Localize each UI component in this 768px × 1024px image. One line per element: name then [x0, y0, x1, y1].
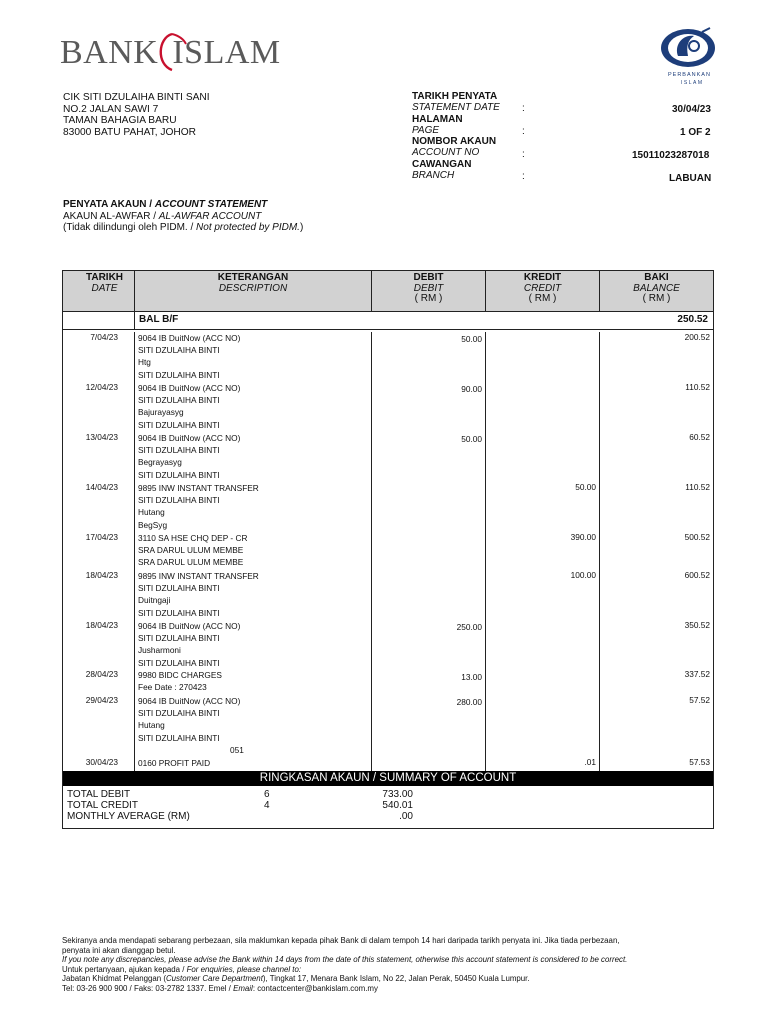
customer-address	[63, 92, 210, 138]
desc-line: 0160 PROFIT PAID	[138, 758, 211, 768]
column-divider	[134, 271, 135, 329]
desc-line: Bajurayasyg	[138, 407, 184, 418]
header-description	[135, 273, 371, 294]
footer-enquiry-ms: Untuk pertanyaan, ajukan kepada /	[62, 964, 187, 974]
page-label: PAGE	[412, 124, 440, 136]
address-line: TAMAN BAHAGIA BARU	[63, 115, 177, 126]
total-debit-value: 733.00	[382, 789, 413, 800]
account-no-value: 15011023287018	[632, 150, 710, 161]
total-debit-count: 6	[264, 789, 270, 800]
column-divider	[599, 271, 600, 311]
header-balance	[600, 273, 713, 305]
row-balance: 57.52	[689, 695, 710, 705]
desc-line: SITI DZULAIHA BINTI	[138, 708, 220, 719]
column-divider	[485, 271, 486, 311]
statement-date-label: STATEMENT DATE	[412, 102, 500, 114]
row-debit: 280.00	[456, 697, 482, 707]
perbankan-islam-emblem-icon	[658, 26, 718, 72]
pidm-note-en: Not protected by PIDM.	[196, 222, 300, 233]
summary-bar: RINGKASAN AKAUN / SUMMARY OF ACCOUNT	[63, 771, 713, 786]
row-date: 30/04/23	[85, 757, 118, 767]
row-date: 18/04/23	[85, 570, 118, 580]
branch-label: BRANCH	[412, 170, 455, 182]
row-date: 14/04/23	[85, 482, 118, 492]
header-debit-en: DEBIT	[413, 282, 444, 294]
total-debit-label: TOTAL DEBIT	[67, 789, 131, 800]
desc-line: SITI DZULAIHA BINTI	[138, 445, 220, 456]
page-title: HALAMAN	[412, 113, 463, 125]
footer-line: Sekiranya anda mendapati sebarang perbezaan, sila maklumkan kepada pihak Bank di dalam tempoh 14 hari daripada tarikh penyata ini. Jika tiada perbezaan,	[62, 936, 620, 945]
header-desc-en: DESCRIPTION	[218, 282, 288, 294]
header-date-en: DATE	[91, 282, 118, 294]
row-debit: 250.00	[456, 622, 482, 632]
header-credit-ms: KREDIT	[523, 272, 562, 283]
row-credit: 50.00	[575, 482, 596, 492]
summary-labels	[67, 790, 190, 822]
row-balance: 110.52	[685, 482, 710, 492]
account-statement-en: ACCOUNT STATEMENT	[154, 199, 268, 210]
account-no-label: ACCOUNT NO	[412, 147, 480, 159]
column-divider	[485, 332, 486, 771]
row-debit: 50.00	[461, 434, 482, 444]
footer-dept-ms: Jabatan Khidmat Pelanggan (	[62, 974, 166, 984]
bal-bf-divider	[63, 329, 713, 330]
row-description	[138, 332, 240, 381]
monthly-average-label: MONTHLY AVERAGE (RM)	[67, 810, 190, 822]
row-balance: 350.52	[684, 620, 710, 630]
desc-line: SITI DZULAIHA BINTI	[138, 732, 220, 743]
logo-crescent-icon	[150, 30, 190, 74]
header-debit	[372, 273, 485, 305]
header-credit-unit: ( RM )	[528, 293, 557, 304]
row-balance: 337.52	[684, 669, 710, 679]
desc-line: Htg	[138, 357, 151, 368]
desc-line: SITI DZULAIHA BINTI	[138, 369, 220, 380]
colon-separator: :	[522, 126, 525, 137]
row-balance: 500.52	[684, 532, 710, 542]
account-title-block	[63, 199, 303, 234]
row-balance: 110.52	[685, 382, 710, 392]
column-divider	[599, 332, 600, 771]
row-balance: 200.52	[684, 332, 710, 342]
desc-line: SITI DZULAIHA BINTI	[138, 607, 220, 618]
statement-date-value: 30/04/23	[672, 104, 711, 115]
footer-contact-tel: Tel: 03-26 900 900 / Faks: 03-2782 1337. Emel /	[62, 983, 234, 993]
footer-line: If you note any discrepancies, please advise the Bank within 14 days from the date of this statement, otherwise this account statement is considered to be correct.	[62, 955, 628, 965]
footer-dept-address: ), Tingkat 17, Menara Bank Islam, No 22, Jalan Perak, 50450 Kuala Lumpur.	[262, 974, 530, 984]
logo-text-bank: BANK	[60, 34, 159, 71]
row-date: 13/04/23	[85, 432, 118, 442]
header-debit-ms: DEBIT	[413, 272, 444, 283]
branch-title: CAWANGAN	[412, 158, 472, 170]
column-divider	[371, 271, 372, 311]
desc-line: 3110 SA HSE CHQ DEP - CR	[138, 533, 248, 543]
desc-line: Begrayasyg	[138, 457, 182, 468]
pidm-note-ms: (Tidak dilindungi oleh PIDM. /	[63, 222, 197, 233]
desc-line: SITI DZULAIHA BINTI	[138, 345, 220, 356]
account-no-title: NOMBOR AKAUN	[412, 136, 497, 148]
row-description	[138, 482, 259, 531]
row-description	[138, 532, 247, 569]
row-date: 29/04/23	[85, 695, 118, 705]
row-balance: 60.52	[689, 432, 710, 442]
desc-line: BegSyg	[138, 519, 168, 530]
header-balance-en: BALANCE	[633, 282, 680, 294]
row-balance: 57.53	[689, 757, 710, 767]
customer-name: CIK SITI DZULAIHA BINTI SANI	[63, 92, 210, 103]
row-description	[138, 669, 222, 693]
desc-line: 9895 INW INSTANT TRANSFER	[138, 483, 259, 493]
footer-contact-email: : contactcenter@bankislam.com.my	[252, 983, 378, 993]
row-description	[138, 620, 240, 669]
row-description	[138, 382, 240, 431]
account-type-ms: AKAUN AL-AWFAR /	[63, 210, 159, 222]
desc-line: Jusharmoni	[138, 645, 181, 656]
row-description	[138, 695, 244, 756]
bal-bf-value: 250.52	[677, 314, 708, 325]
row-credit: 100.00	[570, 570, 596, 580]
column-divider	[134, 332, 135, 771]
emblem-caption-1: PERBANKAN	[668, 72, 711, 78]
statement-meta-labels	[412, 91, 500, 181]
total-credit-count: 4	[264, 799, 270, 811]
desc-line: Hutang	[138, 507, 165, 518]
address-line: NO.2 JALAN SAWI 7	[63, 103, 159, 115]
summary-counts	[264, 790, 270, 812]
logo-text-islam: ISLAM	[172, 34, 281, 71]
colon-separator: :	[522, 149, 525, 160]
emblem-caption-2: ISLAM	[681, 80, 704, 86]
branch-value: LABUAN	[669, 173, 712, 184]
row-debit: 90.00	[461, 384, 482, 394]
colon-separator: :	[522, 171, 525, 182]
row-date: 7/04/23	[90, 332, 118, 342]
desc-line: 9895 INW INSTANT TRANSFER	[138, 571, 259, 581]
row-date: 12/04/23	[85, 382, 118, 392]
row-description	[138, 570, 259, 619]
header-balance-unit: ( RM )	[642, 293, 671, 304]
desc-line: SITI DZULAIHA BINTI	[138, 657, 220, 668]
desc-line: SITI DZULAIHA BINTI	[138, 419, 220, 430]
desc-line: 9064 IB DuitNow (ACC NO)	[138, 333, 241, 343]
row-balance: 600.52	[684, 570, 710, 580]
footer-enquiry-en: For enquiries, please channel to:	[186, 964, 302, 974]
account-type-en: AL-AWFAR ACCOUNT	[158, 210, 262, 222]
footer-contact-email-label: Email	[233, 983, 253, 993]
desc-line: Duitngaji	[138, 595, 171, 606]
desc-line: SRA DARUL ULUM MEMBE	[138, 557, 244, 568]
account-statement-ms: PENYATA AKAUN /	[63, 199, 155, 210]
total-credit-label: TOTAL CREDIT	[67, 799, 138, 811]
header-balance-ms: BAKI	[644, 272, 669, 283]
header-date-ms: TARIKH	[85, 272, 124, 283]
desc-line: SITI DZULAIHA BINTI	[138, 469, 220, 480]
desc-line: Hutang	[138, 720, 165, 731]
pidm-note-end: )	[299, 222, 304, 233]
summary-values	[360, 790, 413, 822]
footer-notice	[62, 936, 627, 994]
desc-line: SITI DZULAIHA BINTI	[138, 395, 220, 406]
row-debit: 13.00	[461, 672, 482, 682]
row-debit: 50.00	[461, 334, 482, 344]
desc-line: SITI DZULAIHA BINTI	[138, 583, 220, 594]
row-date: 28/04/23	[85, 669, 118, 679]
desc-line: 9064 IB DuitNow (ACC NO)	[138, 696, 241, 706]
monthly-average-value: .00	[399, 810, 413, 822]
desc-line: 9064 IB DuitNow (ACC NO)	[138, 621, 241, 631]
row-description	[138, 757, 210, 769]
footer-line: penyata ini akan dianggap betul.	[62, 945, 176, 955]
page-value: 1 OF 2	[680, 127, 711, 138]
row-credit: .01	[584, 757, 596, 767]
total-credit-value: 540.01	[382, 799, 413, 811]
row-date: 17/04/23	[85, 532, 118, 542]
desc-line: 9064 IB DuitNow (ACC NO)	[138, 433, 241, 443]
desc-line: 051	[230, 744, 244, 755]
desc-line: Fee Date : 270423	[138, 682, 207, 693]
column-divider	[371, 332, 372, 771]
desc-line: 9980 BIDC CHARGES	[138, 670, 222, 680]
header-credit-en: CREDIT	[523, 282, 562, 294]
row-date: 18/04/23	[85, 620, 118, 630]
row-description	[138, 432, 240, 481]
desc-line: SITI DZULAIHA BINTI	[138, 633, 220, 644]
address-line: 83000 BATU PAHAT, JOHOR	[63, 126, 197, 138]
desc-line: SITI DZULAIHA BINTI	[138, 495, 220, 506]
statement-date-title: TARIKH PENYATA	[412, 91, 498, 102]
row-credit: 390.00	[570, 532, 596, 542]
footer-dept-en: Customer Care Department	[165, 974, 263, 984]
bal-bf-label: BAL B/F	[139, 314, 179, 325]
header-divider	[63, 311, 713, 312]
desc-line: SRA DARUL ULUM MEMBE	[138, 545, 244, 556]
header-credit	[486, 273, 599, 305]
header-debit-unit: ( RM )	[414, 293, 443, 304]
desc-line: 9064 IB DuitNow (ACC NO)	[138, 383, 241, 393]
header-desc-ms: KETERANGAN	[217, 272, 289, 283]
colon-separator: :	[522, 103, 525, 114]
